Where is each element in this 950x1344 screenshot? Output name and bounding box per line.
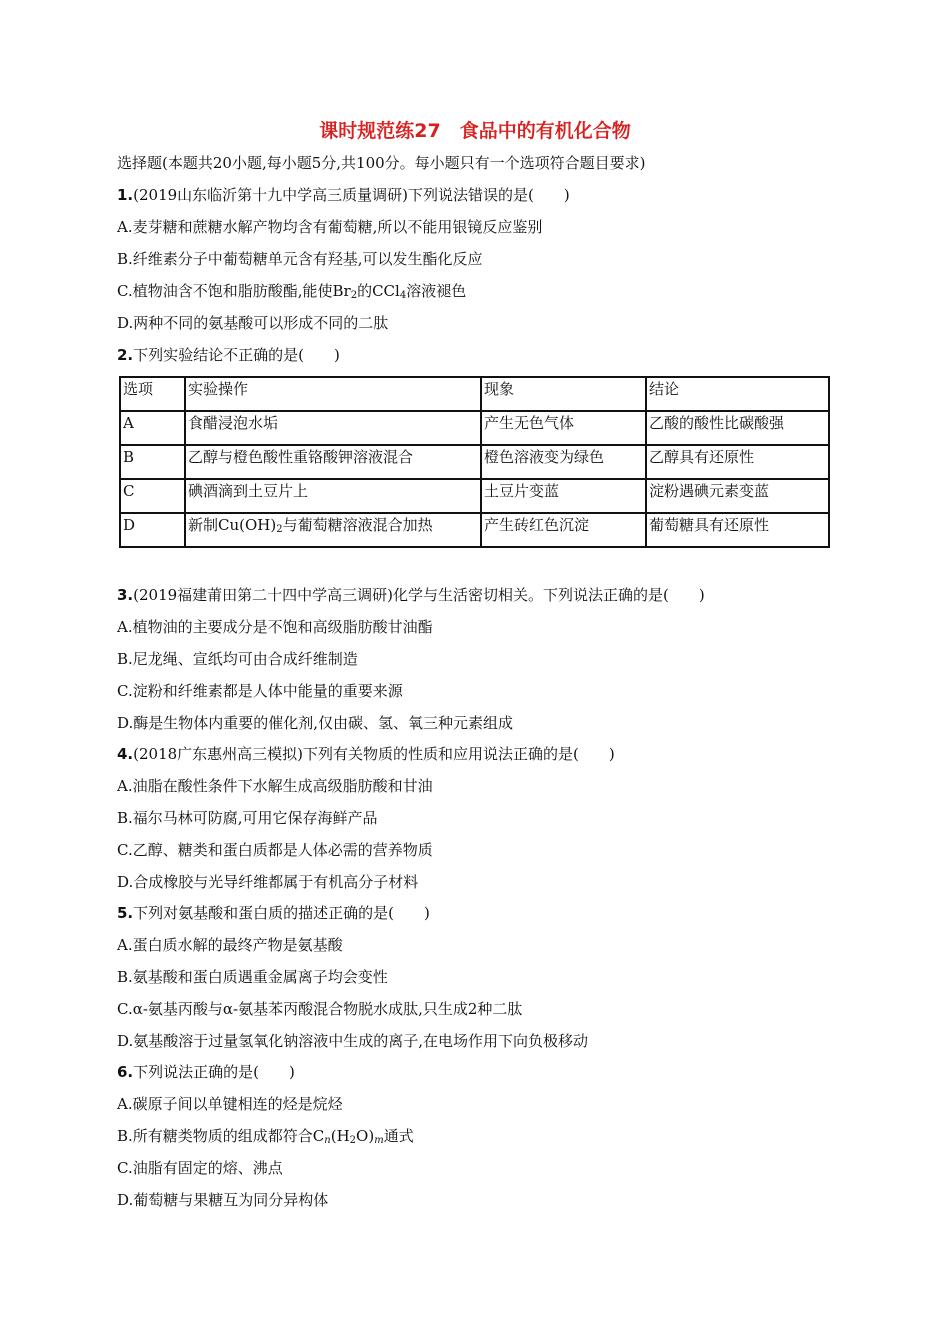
question-text: 下列实验结论不正确的是( ) <box>133 346 340 364</box>
table-row <box>120 513 829 547</box>
table-header-cell: 选项 <box>120 377 185 411</box>
question-text: (2019山东临沂第十九中学高三质量调研)下列说法错误的是( ) <box>133 186 570 204</box>
table-cell: 碘酒滴到土豆片上 <box>185 479 481 513</box>
table-cell: 食醋浸泡水垢 <box>185 411 481 445</box>
question-3-stem <box>117 585 705 605</box>
question-text: (2018广东惠州高三模拟)下列有关物质的性质和应用说法正确的是( ) <box>133 745 615 763</box>
table-row <box>120 445 829 479</box>
question-number: 3. <box>117 586 134 604</box>
question-1-option-b: B.纤维素分子中葡萄糖单元含有羟基,可以发生酯化反应 <box>117 250 483 268</box>
question-1-option-c <box>117 281 466 301</box>
question-4-option-a: A.油脂在酸性条件下水解生成高级脂肪酸和甘油 <box>117 777 433 795</box>
question-4-option-b: B.福尔马林可防腐,可用它保存海鲜产品 <box>117 809 378 827</box>
question-text: 下列对氨基酸和蛋白质的描述正确的是( ) <box>133 904 430 922</box>
page-title: 课时规范练27 食品中的有机化合物 <box>319 120 631 142</box>
question-4-stem <box>117 744 615 764</box>
question-3-option-c: C.淀粉和纤维素都是人体中能量的重要来源 <box>117 682 403 700</box>
question-6-option-a: A.碳原子间以单键相连的烃是烷烃 <box>117 1095 343 1113</box>
option-text: 通式 <box>383 1127 414 1145</box>
table-header-row <box>120 377 829 411</box>
question-1-option-a: A.麦芽糖和蔗糖水解产物均含有葡萄糖,所以不能用银镜反应鉴别 <box>117 218 543 236</box>
question-text: 下列说法正确的是( ) <box>133 1063 295 1081</box>
question-number: 6. <box>117 1063 134 1081</box>
table-header-cell: 实验操作 <box>185 377 481 411</box>
question-6-stem <box>117 1062 295 1082</box>
option-text: 的CCl <box>357 282 400 300</box>
section-intro: 选择题(本题共20小题,每小题5分,共100分。每小题只有一个选项符合题目要求) <box>117 154 646 172</box>
table-header-cell: 结论 <box>646 377 829 411</box>
table-cell: 产生砖红色沉淀 <box>481 513 646 547</box>
subscript: 2 <box>276 524 283 535</box>
subscript: 2 <box>350 290 358 301</box>
question-6-option-d: D.葡萄糖与果糖互为同分异构体 <box>117 1191 329 1209</box>
table-cell: 土豆片变蓝 <box>481 479 646 513</box>
table-cell: C <box>120 479 185 513</box>
option-text: O) <box>356 1127 375 1145</box>
table-cell <box>185 513 481 547</box>
question-5-option-c: C.α-氨基丙酸与α-氨基苯丙酸混合物脱水成肽,只生成2种二肽 <box>117 1000 523 1018</box>
question-1-stem <box>117 185 570 205</box>
option-text: C.植物油含不饱和脂肪酸酯,能使Br <box>117 282 351 300</box>
question-3-option-b: B.尼龙绳、宣纸均可由合成纤维制造 <box>117 650 358 668</box>
table-cell: 乙酸的酸性比碳酸强 <box>646 411 829 445</box>
table-cell: 淀粉遇碘元素变蓝 <box>646 479 829 513</box>
question-5-stem <box>117 903 430 923</box>
question-5-option-b: B.氨基酸和蛋白质遇重金属离子均会变性 <box>117 968 388 986</box>
cell-text: 新制Cu(OH) <box>188 516 277 534</box>
question-1-option-d: D.两种不同的氨基酸可以形成不同的二肽 <box>117 314 389 332</box>
table-row <box>120 479 829 513</box>
table-cell: 产生无色气体 <box>481 411 646 445</box>
table-cell: B <box>120 445 185 479</box>
table-header-cell: 现象 <box>481 377 646 411</box>
table-cell: 橙色溶液变为绿色 <box>481 445 646 479</box>
question-5-option-a: A.蛋白质水解的最终产物是氨基酸 <box>117 936 343 954</box>
table-cell: A <box>120 411 185 445</box>
question-number: 2. <box>117 346 134 364</box>
question-2-stem <box>117 345 340 365</box>
option-text: (H <box>330 1127 350 1145</box>
question-3-option-d: D.酶是生物体内重要的催化剂,仅由碳、氢、氧三种元素组成 <box>117 714 514 732</box>
experiment-table <box>119 376 830 548</box>
cell-text: 与葡萄糖溶液混合加热 <box>282 516 433 534</box>
option-text: 溶液褪色 <box>406 282 467 300</box>
option-text: B.所有糖类物质的组成都符合C <box>117 1127 325 1145</box>
table-cell: 乙醇与橙色酸性重铬酸钾溶液混合 <box>185 445 481 479</box>
subscript: n <box>324 1135 331 1146</box>
subscript: 2 <box>349 1135 357 1146</box>
question-4-option-d: D.合成橡胶与光导纤维都属于有机高分子材料 <box>117 873 419 891</box>
subscript: m <box>374 1135 384 1146</box>
question-5-option-d: D.氨基酸溶于过量氢氧化钠溶液中生成的离子,在电场作用下向负极移动 <box>117 1032 589 1050</box>
table-cell: 乙醇具有还原性 <box>646 445 829 479</box>
question-3-option-a: A.植物油的主要成分是不饱和高级脂肪酸甘油酯 <box>117 618 433 636</box>
question-6-option-b <box>117 1126 414 1146</box>
question-number: 1. <box>117 186 134 204</box>
question-6-option-c: C.油脂有固定的熔、沸点 <box>117 1159 283 1177</box>
subscript: 4 <box>399 290 407 301</box>
table-row <box>120 411 829 445</box>
question-number: 4. <box>117 745 134 763</box>
table-cell: D <box>120 513 185 547</box>
question-number: 5. <box>117 904 134 922</box>
table-cell: 葡萄糖具有还原性 <box>646 513 829 547</box>
question-text: (2019福建莆田第二十四中学高三调研)化学与生活密切相关。下列说法正确的是( ) <box>133 586 705 604</box>
question-4-option-c: C.乙醇、糖类和蛋白质都是人体必需的营养物质 <box>117 841 433 859</box>
